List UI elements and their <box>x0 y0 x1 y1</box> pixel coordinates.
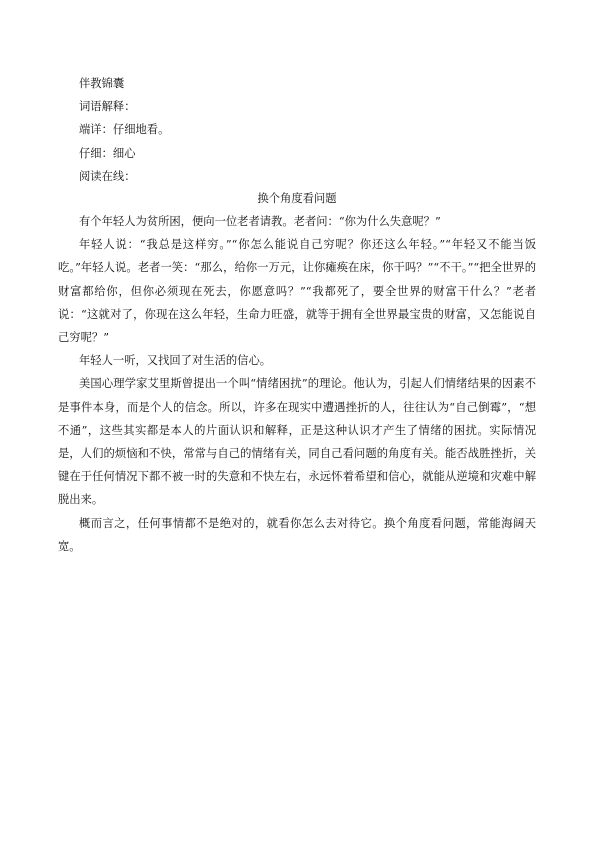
vocab-item-zixi: 仔细：细心 <box>79 146 136 160</box>
article-paragraph: 有个年轻人为贫所困，便向一位老者请教。老者问：“你为什么失意呢？” <box>79 214 441 228</box>
section-heading: 伴教锦囊 <box>79 77 125 90</box>
article-paragraph: 美国心理学家艾里斯曾提出一个叫“情绪困扰”的理论。他认为，引起人们情绪结果的因素不是事件本身，而是个人的信念。所以，许多在现实中遭遇挫折的人，往往认为“自己倒霉”，“想不通”，这些其实都是本人的片面认识和解释，正是这种认识才产生了情绪的困扰。实际情况是，人们的烦恼和不快，常常与自己的情绪有关，同自己看问题的角度有关。能否战胜挫折，关键在于任何情况下都不被一时的失意和不快左右，永远怀着希望和信心，就能从逆境和灾难中解脱出来。 <box>58 377 536 507</box>
article-paragraph: 年轻人一听，又找回了对生活的信心。 <box>79 354 272 368</box>
vocab-item-duanxiang: 端详：仔细地看。 <box>79 123 170 137</box>
reading-heading: 阅读在线： <box>79 169 136 183</box>
vocab-heading: 词语解释： <box>79 100 136 114</box>
article-paragraph: 年轻人说：“我总是这样穷。”“你怎么能说自己穷呢？你还这么年轻。”“年轻又不能当饭吃。”年轻人说。老者一笑：“那么，给你一万元，让你瘫痪在床，你干吗？”“不干。”“把全世界的财富都给你，但你必须现在死去，你愿意吗？”“我都死了，要全世界的财富干什么？”老者说：“这就对了，你现在这么年轻，生命力旺盛，就等于拥有全世界最宝贵的财富，又怎能说自己穷呢？” <box>58 238 536 344</box>
article-title: 换个角度看问题 <box>257 191 337 205</box>
document-page <box>58 72 536 558</box>
article-paragraph: 概而言之，任何事情都不是绝对的，就看你怎么去对待它。换个角度看问题，常能海阔天宽。 <box>58 516 536 553</box>
